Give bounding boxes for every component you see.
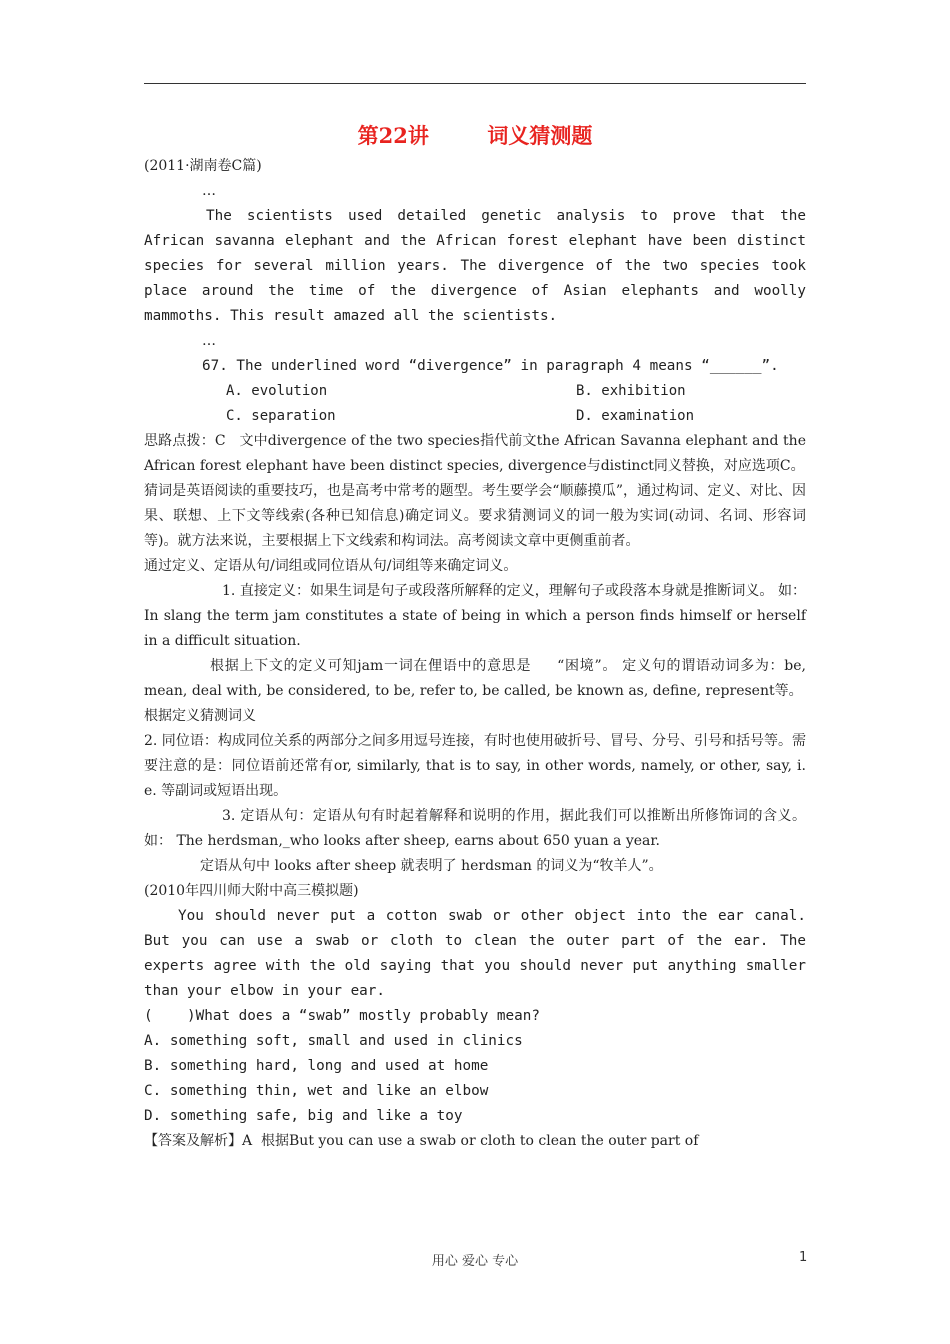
point-1-explanation: 根据上下文的定义可知jam一词在俚语中的意思是 “困境”。 定义句的谓语动词多为：be, mean, deal with, be considered, to be, refer to, be called, be known as, define, represent等。 [144,658,811,699]
page-footer: 用心 爱心 专心 [431,1254,519,1269]
page-title: 第22讲 词义猜测题 [357,123,593,148]
point-2-appositive: 2. 同位语：构成同位关系的两部分之间多用逗号连接，有时也使用破折号、冒号、分号、引号和括号等。需要注意的是：同位语前还常有or, similarly, that is to say, in other words, namely, or other, say, i. e. 等副词或短语出现。 [144,733,811,799]
source-label: (2011·湖南卷C篇) [144,158,262,174]
swab-option-b: B. something hard, long and used at home [144,1058,489,1074]
reading-passage-2: You should never put a cotton swab or other object into the ear canal. But you can use a swab or cloth to clean the outer part of the ear. The experts agree with the old saying that you should never put anything smaller than your elbow in your ear. [144,908,815,999]
point-3-explanation: 定语从句中 looks after sheep 就表明了 herdsman 的词义为“牧羊人”。 [200,858,663,874]
option-b: B. exhibition [576,383,686,399]
page-number: 1 [799,1250,808,1265]
option-d: D. examination [576,408,695,424]
swab-option-d: D. something safe, big and like a toy [144,1108,463,1124]
intro-paragraph: 猜词是英语阅读的重要技巧，也是高考中常考的题型。考生要学会“顺藤摸瓜”，通过构词、定义、对比、因果、联想、上下文等线索(各种已知信息)确定词义。要求猜测词义的词一般为实词(动词、名词、形容词等)。就方法来说，主要根据上下文线索和构词法。高考阅读文章中更侧重前者。 [144,483,806,549]
point-3-attributive: 3. 定语从句：定语从句有时起着解释和说明的作用，据此我们可以推断出所修饰词的含义。如： The herdsman,_who looks after sheep, earns about 650 yuan a year. [144,808,806,849]
ellipsis: … [202,333,216,349]
option-c: C. separation [226,408,336,424]
hint-paragraph: 思路点拨：C 文中divergence of the two species指代前文the African Savanna elephant and the African forest elephant have been distinct species, divergence与distinct同义替换，对应选项C。 [144,433,811,474]
definition-heading: 根据定义猜测词义 [144,708,256,724]
option-a: A. evolution [226,383,328,399]
swab-option-a: A. something soft, small and used in clinics [144,1033,523,1049]
answer-explanation: 【答案及解析】A 根据But you can use a swab or cloth to clean the outer part of [144,1133,699,1149]
question-67: 67. The underlined word “divergence” in paragraph 4 means “______”. [202,358,779,374]
document-body [144,118,815,1154]
ellipsis: … [202,183,216,199]
reading-passage: The scientists used detailed genetic analysis to prove that the African savanna elephant and the African forest elephant have been distinct species for several million years. The divergence of the two species took place around the time of the divergence of Asian elephants and woolly mammoths. This result amazed all the scientists. [144,208,815,324]
source-label: (2010年四川师大附中高三模拟题) [144,883,359,899]
header-rule [144,83,806,84]
question-swab: ( )What does a “swab” mostly probably mean? [144,1008,540,1024]
swab-option-c: C. something thin, wet and like an elbow [144,1083,489,1099]
question-67-options [144,379,806,429]
method-heading: 通过定义、定语从句/词组或同位语从句/词组等来确定词义。 [144,558,518,574]
point-1-definition: 1. 直接定义：如果生词是句子或段落所解释的定义，理解句子或段落本身就是推断词义。 如： In slang the term jam constitutes a state of being in which a person finds himself or herself in a difficult situation. [144,583,811,649]
